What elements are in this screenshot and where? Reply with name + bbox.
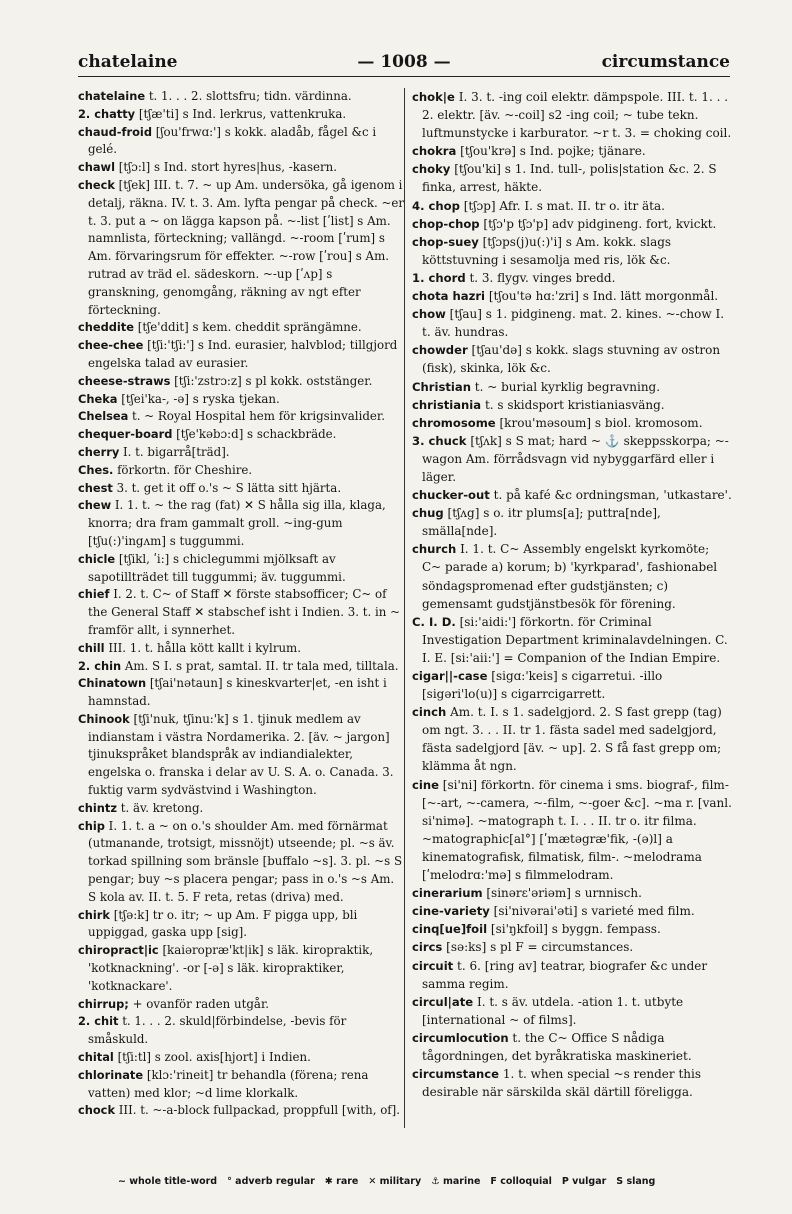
legend-item: S slang: [616, 1176, 656, 1187]
dictionary-entry: [412, 341, 732, 377]
entry-definition: [tʃæ'ti] s Ind. lerkrus, vattenkruka.: [138, 106, 347, 121]
entry-headword: Cheka: [78, 391, 118, 406]
dictionary-entry: [412, 142, 732, 160]
dictionary-entry: [412, 197, 732, 215]
entry-headword: cinq[ue]foil: [412, 922, 488, 937]
entry-definition: [tʃɔps(j)u(:)'i] s Am. kokk. slags köttstuvning i sesamolja med ris, lök &c.: [422, 234, 672, 267]
legend-item: ° adverb regular: [227, 1176, 315, 1187]
dictionary-entry: [412, 396, 732, 414]
dictionary-entry: [78, 711, 404, 800]
entry-headword: circumstance: [412, 1067, 500, 1082]
entry-headword: chock: [78, 1103, 116, 1118]
entry-definition: [tʃɔ:l] s Ind. stort hyres|hus, -kasern.: [118, 160, 337, 175]
legend-item: ✱ rare: [324, 1176, 359, 1187]
entry-definition: [tʃou'tə hɑ:'zri] s Ind. lätt morgonmål.: [488, 289, 719, 304]
entry-headword: chill: [78, 640, 105, 655]
entry-definition: [sigɑ:'keis] s cigarretui. -illo [sigəri'lo(u)] s cigarrcigarrett.: [422, 669, 663, 702]
dictionary-entry: [78, 942, 404, 995]
entry-headword: chokra: [412, 144, 457, 159]
dictionary-entry: [78, 124, 404, 160]
entry-definition: I. t. bigarrå[träd].: [123, 444, 230, 459]
dictionary-entry: [78, 1049, 404, 1067]
dictionary-entry: [78, 373, 404, 391]
dictionary-entry: [78, 907, 404, 943]
legend-item: ~ whole title-word: [118, 1176, 218, 1187]
entry-definition: I. 3. t. -ing coil elektr. dämpspole. III. t. 1. . . 2. elektr. [äv. ~-coil] s2 -ing coil; ~ tube tekn. luftmunstycke i karburator. ~r t. 3. = choking coil.: [422, 90, 732, 141]
dictionary-entry: [78, 106, 404, 124]
entry-definition: + ovanför raden utgår.: [132, 996, 270, 1011]
entry-definition: [tʃou'krə] s Ind. pojke; tjänare.: [460, 144, 646, 159]
entry-headword: circs: [412, 940, 443, 955]
dictionary-entry: [78, 586, 404, 639]
entry-definition: [tʃou'ki] s 1. Ind. tull-, polis|station &c. 2. S finka, arrest, häkte.: [422, 162, 717, 195]
page-header: [78, 48, 730, 77]
dictionary-entry: [412, 1029, 732, 1065]
entry-definition: [tʃikl, ʹi:] s chiclegummi mjölksaft av sapotillträdet till tuggummi; äv. tuggummi.: [88, 551, 346, 584]
entry-definition: [ʃou'frwɑ:'] s kokk. aladåb, fågel &c i gelé.: [88, 124, 377, 157]
dictionary-entry: [412, 160, 732, 196]
entry-headword: chok|e: [412, 90, 455, 104]
entry-definition: t. ~ burial kyrklig begravning.: [474, 379, 661, 394]
entry-headword: circumlocution: [412, 1030, 509, 1045]
entry-headword: Ches.: [78, 462, 114, 477]
entry-definition: [tʃe'ddit] s kem. cheddit sprängämne.: [137, 320, 362, 335]
entry-definition: förkortn. för Cheshire.: [117, 462, 253, 477]
dictionary-entry: [412, 1065, 732, 1101]
entry-headword: cinerarium: [412, 886, 483, 901]
dictionary-entry: [412, 884, 732, 902]
legend-item: P vulgar: [561, 1176, 607, 1187]
entry-headword: circul|ate: [412, 994, 474, 1009]
dictionary-entry: [78, 800, 404, 818]
entry-headword: choky: [412, 162, 451, 177]
entry-headword: chug: [412, 506, 444, 521]
dictionary-entry: [412, 540, 732, 612]
dictionary-entry: [78, 818, 404, 907]
dictionary-entry: [412, 504, 732, 540]
entry-headword: cine: [412, 777, 439, 792]
entry-definition: [tʃau'də] s kokk. slags stuvning av ostron (fisk), skinka, lök &c.: [422, 343, 721, 376]
entry-headword: 4. chop: [412, 198, 460, 213]
right-column: [412, 88, 732, 1101]
entry-definition: [si:'aidi:'] förkortn. för Criminal Investigation Department kriminalavdelningen. C. I. E. [si:'aii:'] = Companion of the Indian Empire.: [422, 614, 728, 665]
dictionary-entry: [412, 938, 732, 956]
entry-headword: chlorinate: [78, 1067, 144, 1082]
legend-item: ✕ military: [368, 1176, 422, 1187]
entry-headword: chatelaine: [78, 89, 146, 103]
entry-headword: cine-variety: [412, 904, 490, 919]
legend-item: ⚓ marine: [431, 1176, 481, 1187]
dictionary-entry: [78, 319, 404, 337]
entry-headword: chop-chop: [412, 216, 480, 231]
entry-definition: [tʃau] s 1. pidgineng. mat. 2. kines. ~-chow I. t. äv. hundras.: [422, 307, 725, 340]
column-divider: [404, 88, 405, 1128]
dictionary-entry: [412, 957, 732, 993]
entry-headword: cinch: [412, 705, 447, 720]
entry-headword: chital: [78, 1050, 114, 1065]
dictionary-entry: [412, 269, 732, 287]
dictionary-entry: [412, 305, 732, 341]
entry-headword: C. I. D.: [412, 614, 456, 629]
entry-headword: christiania: [412, 397, 482, 412]
entry-definition: t. äv. kretong.: [120, 800, 204, 815]
dictionary-entry: [78, 497, 404, 550]
dictionary-entry: [78, 658, 404, 676]
entry-headword: chee-chee: [78, 338, 144, 353]
entry-definition: I. 1. t. a ~ on o.'s shoulder Am. med förnärmat (utmanande, trotsigt, missnöjt) utseende; pl. ~s äv. torkad spillning som bränsle [buffalo ~s]. 3. pl. ~s S pengar; buy ~s placera pengar; pass in o.'s ~s Am. S kola av. II. t. 5. F reta, retas (driva) med.: [88, 818, 403, 904]
entry-headword: chip: [78, 818, 105, 833]
entry-headword: chiropract|ic: [78, 943, 159, 958]
entry-definition: [tʃei'ka-, -ə] s ryska tjekan.: [121, 391, 280, 406]
header-first-word: chatelaine: [78, 52, 178, 72]
dictionary-entry: [412, 88, 732, 142]
entry-headword: cigar||-case: [412, 669, 488, 683]
entry-definition: [tʃi'nuk, tʃinu:'k] s 1. tjinuk medlem av indianstam i västra Nordamerika. 2. [äv. ~ jargon] tjinukspråket blandspråk av indiandialekter, engelska o. franska i delar av U. S. A. o. Canada. 3. fuktig varm sydvästvind i Washington.: [88, 711, 394, 798]
dictionary-entry: [78, 1013, 404, 1049]
dictionary-entry: [78, 408, 404, 426]
entry-headword: 2. chit: [78, 1014, 119, 1029]
entry-definition: t. ~ Royal Hospital hem för krigsinvalider.: [132, 409, 385, 424]
entry-definition: t. the C~ Office S nådiga tågordningen, det byråkratiska maskineriet.: [422, 1030, 692, 1063]
dictionary-entry: [78, 551, 404, 587]
entry-definition: Am. t. I. s 1. sadelgjord. 2. S fast grepp (tag) om ngt. 3. . . II. tr 1. fästa sadel med sadelgjord, fästa sadelgjord [äv. ~ up]. 2. S få fast grepp om; klämma åt ngn.: [422, 705, 722, 774]
header-last-word: circumstance: [601, 52, 730, 72]
dictionary-entry: [412, 233, 732, 269]
entry-definition: t. 1. . . 2. skuld|förbindelse, -bevis för småskuld.: [88, 1014, 347, 1047]
entry-headword: Chinook: [78, 711, 130, 726]
entry-headword: chequer-board: [78, 427, 173, 442]
entry-definition: [tʃai'nətaun] s kineskvarter|et, -en isht i hamnstad.: [88, 676, 387, 709]
entry-headword: cherry: [78, 444, 120, 459]
dictionary-entry: [78, 480, 404, 498]
entry-definition: [klɔ:'rineit] tr behandla (förena; rena vatten) med klor; ~d lime klorkalk.: [88, 1067, 369, 1100]
entry-definition: [tʃə:k] tr o. itr; ~ up Am. F pigga upp, bli uppiggad, gaska upp [sig].: [88, 907, 358, 940]
dictionary-entry: [412, 667, 732, 703]
entry-definition: [tʃɔp] Afr. I. s mat. II. tr o. itr äta.: [463, 198, 665, 213]
entry-definition: [si'ni] förkortn. för cinema i sms. biograf-, film- [~-art, ~-camera, ~-film, ~-goer &c]. ~ma r. [vanl. si'nimə]. ~matograph t. I. . . II. tr o. itr filma. ~matographic[al°] [ʹmætəgræ'fik, -(ə)l] a kinematografisk, filmatisk, film-. ~melodrama [ʹmelodrɑ:'mə] s filmmelodram.: [422, 777, 732, 883]
dictionary-entry: [78, 675, 404, 711]
left-column: [78, 88, 404, 1120]
dictionary-entry: [412, 920, 732, 938]
entry-headword: chirk: [78, 907, 110, 922]
entry-headword: 1. chord: [412, 270, 466, 285]
entry-headword: chop-suey: [412, 234, 479, 249]
dictionary-entry: [78, 159, 404, 177]
entry-definition: I. 2. t. C~ of Staff ✕ förste stabsofficer; C~ of the General Staff ✕ stabschef isht i Indien. 3. t. in ~ framför allt, i synnerhet.: [88, 587, 400, 637]
entry-definition: [tʃʌk] s S mat; hard ~ ⚓ skeppsskorpa; ~-wagon Am. förrådsvagn vid nybyggarfärd eller i läger.: [422, 433, 729, 484]
dictionary-entry: [412, 993, 732, 1029]
entry-headword: chaud-froid: [78, 124, 152, 139]
dictionary-entry: [78, 88, 404, 106]
entry-headword: Chelsea: [78, 409, 129, 424]
dictionary-entry: [78, 391, 404, 409]
dictionary-entry: [412, 902, 732, 920]
dictionary-entry: [412, 215, 732, 233]
dictionary-entry: [78, 337, 404, 373]
entry-headword: 2. chatty: [78, 106, 136, 121]
entry-definition: III. t. ~-a-block fullpackad, proppfull [with, of].: [118, 1103, 401, 1118]
legend-item: F colloquial: [490, 1176, 552, 1187]
entry-definition: [tʃi:tl] s zool. axis[hjort] i Indien.: [117, 1050, 311, 1065]
entry-headword: church: [412, 542, 457, 557]
dictionary-entry: [78, 426, 404, 444]
entry-definition: t. s skidsport kristianiasväng.: [484, 397, 665, 412]
entry-headword: check: [78, 177, 115, 192]
entry-headword: chief: [78, 587, 110, 602]
entry-definition: [tʃɔ'p tʃɔ'p] adv pidgineng. fort, kvickt.: [483, 216, 717, 231]
dictionary-entry: [412, 287, 732, 305]
dictionary-entry: [78, 462, 404, 480]
entry-headword: circuit: [412, 958, 454, 973]
entry-definition: I. t. s äv. utdela. -ation 1. t. utbyte [international ~ of films].: [422, 994, 684, 1027]
entry-definition: [si'ŋkfoil] s byggn. fempass.: [490, 922, 661, 937]
entry-definition: 3. t. get it off o.'s ~ S lätta sitt hjärta.: [116, 480, 342, 495]
dictionary-entry: [412, 486, 732, 504]
entry-headword: chowder: [412, 343, 468, 358]
entry-definition: t. 6. [ring av] teatrar, biografer &c under samma regim.: [422, 958, 708, 991]
entry-headword: chest: [78, 480, 113, 495]
entry-definition: t. 3. flygv. vinges bredd.: [469, 270, 616, 285]
entry-headword: chawl: [78, 160, 115, 175]
dictionary-entry: [78, 1067, 404, 1103]
entry-headword: 2. chin: [78, 658, 122, 673]
entry-headword: chintz: [78, 800, 117, 815]
entry-headword: chirrup;: [78, 996, 129, 1011]
entry-definition: III. 1. t. hålla kött kallt i kylrum.: [108, 640, 301, 655]
entry-definition: t. på kafé &c ordningsman, 'utkastare'.: [493, 488, 732, 503]
entry-definition: [tʃe'kəbɔ:d] s schackbräde.: [176, 427, 337, 442]
entry-definition: [sə:ks] s pl F = circumstances.: [446, 940, 634, 955]
entry-definition: [si'nivərai'əti] s varieté med film.: [493, 904, 695, 919]
dictionary-entry: [412, 613, 732, 667]
entry-headword: Chinatown: [78, 676, 147, 691]
abbreviation-legend: [118, 1176, 730, 1187]
entry-definition: [tʃi:'tʃi:'] s Ind. eurasier, halvblod; tillgjord engelska talad av eurasier.: [88, 338, 398, 370]
entry-headword: chicle: [78, 551, 116, 566]
dictionary-entry: [78, 444, 404, 462]
entry-definition: [krou'məsoum] s biol. kromosom.: [499, 415, 703, 430]
entry-definition: I. 1. t. ~ the rag (fat) ✕ S hålla sig illa, klaga, knorra; dra fram gammalt groll. ~ing-gum [tʃu(:)'ingʌm] s tuggummi.: [88, 498, 386, 548]
entry-definition: [tʃʌg] s o. itr plums[a]; puttra[nde], smälla[nde].: [422, 506, 661, 539]
entry-definition: I. 1. t. C~ Assembly engelskt kyrkomöte; C~ parade a) korum; b) 'kyrkparad', fashionabel söndagspromenad efter gudstjänsten; c) gemensamt gudstjänstbesök för förening.: [422, 542, 718, 611]
entry-definition: t. 1. . . 2. slottsfru; tidn. värdinna.: [148, 89, 352, 103]
dictionary-entry: [412, 378, 732, 396]
page-number: — 1008 —: [357, 52, 451, 72]
entry-headword: chew: [78, 498, 112, 513]
dictionary-entry: [78, 1102, 404, 1120]
entry-headword: 3. chuck: [412, 433, 467, 448]
entry-headword: chota hazri: [412, 289, 486, 304]
entry-headword: cheese-straws: [78, 373, 171, 388]
entry-headword: Christian: [412, 379, 471, 394]
entry-definition: [kaiəropræ'kt|ik] s läk. kiropraktik, 'kotknackning'. -or [-ə] s läk. kiropraktiker, 'kotknackare'.: [88, 943, 374, 993]
entry-definition: [tʃi:'zstrɔ:z] s pl kokk. oststänger.: [174, 373, 373, 388]
dictionary-entry: [412, 776, 732, 885]
entry-headword: chow: [412, 307, 446, 322]
entry-headword: chromosome: [412, 415, 496, 430]
dictionary-entry: [412, 432, 732, 486]
dictionary-entry: [78, 640, 404, 658]
entry-headword: cheddite: [78, 320, 134, 335]
entry-definition: 1. t. when special ~s render this desirable när särskilda skäl därtill föreligga.: [422, 1067, 701, 1100]
entry-definition: [sinərɛ'əriəm] s urnnisch.: [486, 886, 642, 901]
dictionary-entry: [412, 703, 732, 775]
dictionary-entry: [78, 177, 404, 319]
dictionary-entry: [412, 414, 732, 432]
entry-definition: Am. S I. s prat, samtal. II. tr tala med, tilltala.: [124, 658, 399, 673]
entry-headword: chucker-out: [412, 488, 490, 503]
dictionary-entry: [78, 996, 404, 1014]
entry-definition: [tʃek] III. t. 7. ~ up Am. undersöka, gå igenom i detalj, räkna. IV. t. 3. Am. lyfta pengar på check. ~er t. 3. put a ~ on lägga kapson på. ~-list [ʹlist] s Am. namnlista, förteckning; vallängd. ~-room [ʹrum] s Am. förvaringsrum för effekter. ~-row [ʹrou] s Am. rutrad av träd el. sädeskorn. ~-up [ʹʌp] s granskning, genomgång, räkning av ngt efter förteckning.: [88, 177, 404, 317]
